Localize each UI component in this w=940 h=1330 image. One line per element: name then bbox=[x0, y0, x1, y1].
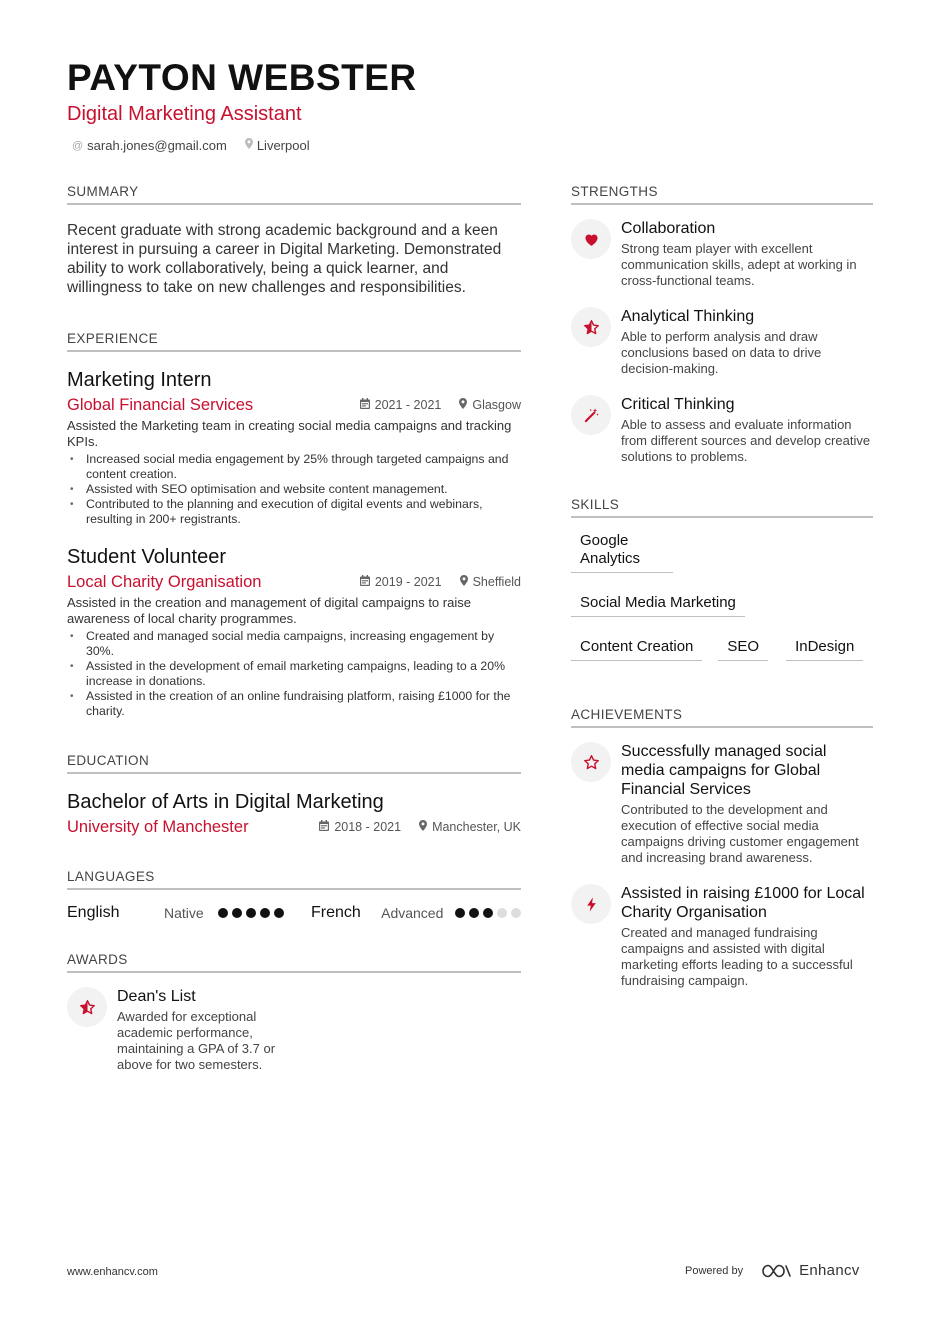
job-bullets bbox=[67, 629, 521, 719]
map-pin-icon bbox=[459, 398, 467, 412]
lightning-icon bbox=[571, 884, 611, 924]
job-dates-text: 2021 - 2021 bbox=[374, 398, 442, 412]
strength-title: Analytical Thinking bbox=[621, 308, 755, 325]
map-pin-icon bbox=[245, 138, 253, 154]
map-pin-icon bbox=[419, 820, 427, 834]
email-text: sarah.jones@gmail.com bbox=[87, 138, 227, 153]
job-description: Assisted the Marketing team in creating social media campaigns and tracking KPIs. bbox=[67, 418, 512, 449]
magic-wand-icon bbox=[571, 395, 611, 435]
candidate-role: Digital Marketing Assistant bbox=[67, 103, 302, 125]
footer-branding bbox=[685, 1262, 860, 1279]
candidate-name: PAYTON WEBSTER bbox=[67, 57, 417, 98]
strength-entry bbox=[571, 395, 873, 465]
location-item bbox=[245, 138, 310, 154]
skill-tag: SEO bbox=[718, 638, 768, 661]
job-location-text: Glasgow bbox=[472, 398, 521, 412]
rating-dot-filled bbox=[274, 908, 284, 918]
job-bullet: • Assisted in the development of email marketing campaigns, leading to a 20% increase in donations. bbox=[67, 659, 521, 689]
education-dates-text: 2018 - 2021 bbox=[334, 820, 402, 834]
right-column bbox=[571, 184, 873, 989]
languages-heading: LANGUAGES bbox=[67, 869, 521, 890]
achievement-title: Assisted in raising £1000 for Local Charity Organisation bbox=[621, 885, 865, 921]
language-level: Native bbox=[164, 905, 204, 921]
strength-entry bbox=[571, 219, 873, 289]
rating-dot-filled bbox=[232, 908, 242, 918]
job-title: Student Volunteer bbox=[67, 546, 227, 568]
job-dates bbox=[360, 575, 442, 589]
strength-description: Able to perform analysis and draw conclusions based on data to drive decision-making. bbox=[621, 329, 822, 376]
achievement-description: Created and managed fundraising campaigns and assisted with digital marketing efforts leading to a successful fundraising campaign. bbox=[621, 925, 853, 988]
job-company: Local Charity Organisation bbox=[67, 573, 262, 591]
calendar-icon bbox=[360, 398, 370, 412]
job-bullet: • Created and managed social media campaigns, increasing engagement by 30%. bbox=[67, 629, 521, 659]
language-rating bbox=[218, 908, 284, 918]
achievement-entry bbox=[571, 742, 873, 866]
job-description: Assisted in the creation and management of digital campaigns to raise awareness of local charity programmes. bbox=[67, 595, 471, 626]
award-entry bbox=[67, 987, 277, 1073]
contact-line bbox=[72, 138, 310, 154]
education-entry bbox=[67, 790, 521, 837]
strengths-heading: STRENGTHS bbox=[571, 184, 873, 205]
award-title: Dean's List bbox=[117, 988, 196, 1005]
star-half-icon bbox=[67, 987, 107, 1027]
rating-dot-empty bbox=[511, 908, 521, 918]
job-location bbox=[459, 398, 521, 412]
calendar-icon bbox=[319, 820, 329, 834]
language-name: English bbox=[67, 904, 120, 921]
rating-dot-filled bbox=[483, 908, 493, 918]
email-item[interactable] bbox=[72, 138, 227, 154]
job-bullet: • Contributed to the planning and execution of digital events and webinars, resulting in 200+ registrants. bbox=[67, 497, 521, 527]
calendar-icon bbox=[360, 575, 370, 589]
award-description: Awarded for exceptional academic performance, maintaining a GPA of 3.7 or above for two semesters. bbox=[117, 1009, 276, 1072]
language-item bbox=[311, 904, 521, 922]
job-company: Global Financial Services bbox=[67, 396, 254, 414]
left-column bbox=[67, 184, 521, 1073]
achievement-entry bbox=[571, 884, 873, 989]
job-title: Marketing Intern bbox=[67, 369, 212, 391]
rating-dot-filled bbox=[260, 908, 270, 918]
summary-text: Recent graduate with strong academic background and a keen interest in pursuing a career in Digital Marketing. Demonstrated ability to work collaboratively, being a quick learner, and willingness to take on new challenges and responsibilities. bbox=[67, 222, 502, 296]
heart-icon bbox=[571, 219, 611, 259]
experience-entry bbox=[67, 368, 521, 527]
map-pin-icon bbox=[460, 575, 468, 589]
location-text: Liverpool bbox=[256, 138, 310, 153]
job-bullet: • Assisted with SEO optimisation and website content management. bbox=[67, 482, 521, 497]
job-bullet: • Assisted in the creation of an online fundraising platform, raising £1000 for the charity. bbox=[67, 689, 521, 719]
strength-entry bbox=[571, 307, 873, 377]
job-dates-text: 2019 - 2021 bbox=[374, 575, 442, 589]
job-bullet: • Increased social media engagement by 25% through targeted campaigns and content creation. bbox=[67, 452, 521, 482]
achievements-heading: ACHIEVEMENTS bbox=[571, 707, 873, 728]
skill-tag: InDesign bbox=[786, 638, 863, 661]
language-level: Advanced bbox=[381, 905, 444, 921]
summary-heading: SUMMARY bbox=[67, 184, 521, 205]
strength-description: Able to assess and evaluate information from different sources and develop creative solutions to problems. bbox=[621, 417, 871, 464]
languages-row bbox=[67, 904, 521, 922]
achievement-description: Contributed to the development and execution of effective social media campaigns driving customer engagement and increasing brand awareness. bbox=[621, 802, 859, 865]
powered-by-text: Powered by bbox=[685, 1264, 744, 1277]
skills-heading: SKILLS bbox=[571, 497, 873, 518]
language-rating bbox=[455, 908, 521, 918]
job-location-text: Sheffield bbox=[472, 575, 521, 589]
job-bullets bbox=[67, 452, 521, 527]
achievement-title: Successfully managed social media campaigns for Global Financial Services bbox=[621, 743, 827, 798]
skill-tag: Google Analytics bbox=[571, 532, 673, 573]
language-name: French bbox=[311, 904, 361, 921]
enhancv-logo-icon bbox=[761, 1263, 793, 1279]
skills-list bbox=[571, 532, 873, 661]
at-icon: @ bbox=[72, 140, 84, 152]
rating-dot-filled bbox=[246, 908, 256, 918]
skill-tag: Content Creation bbox=[571, 638, 702, 661]
degree-title: Bachelor of Arts in Digital Marketing bbox=[67, 791, 384, 813]
enhancv-brand-text: Enhancv bbox=[799, 1262, 860, 1279]
rating-dot-filled bbox=[469, 908, 479, 918]
education-location-text: Manchester, UK bbox=[432, 820, 521, 834]
job-location bbox=[460, 575, 521, 589]
education-dates bbox=[319, 820, 401, 834]
experience-heading: EXPERIENCE bbox=[67, 331, 521, 352]
rating-dot-filled bbox=[218, 908, 228, 918]
language-item bbox=[67, 904, 311, 922]
rating-dot-filled bbox=[455, 908, 465, 918]
education-location bbox=[419, 820, 521, 834]
job-dates bbox=[360, 398, 442, 412]
star-half-icon bbox=[571, 307, 611, 347]
enhancv-logo[interactable] bbox=[761, 1262, 859, 1279]
strength-title: Critical Thinking bbox=[621, 396, 735, 413]
education-heading: EDUCATION bbox=[67, 753, 521, 774]
strength-description: Strong team player with excellent communication skills, adept at working in cross-functional teams. bbox=[621, 241, 857, 288]
rating-dot-empty bbox=[497, 908, 507, 918]
experience-entry bbox=[67, 545, 521, 719]
school-name: University of Manchester bbox=[67, 818, 249, 836]
strength-title: Collaboration bbox=[621, 220, 716, 237]
star-outline-icon bbox=[571, 742, 611, 782]
awards-heading: AWARDS bbox=[67, 952, 521, 973]
footer-website[interactable]: www.enhancv.com bbox=[67, 1266, 158, 1278]
skill-tag: Social Media Marketing bbox=[571, 594, 745, 617]
